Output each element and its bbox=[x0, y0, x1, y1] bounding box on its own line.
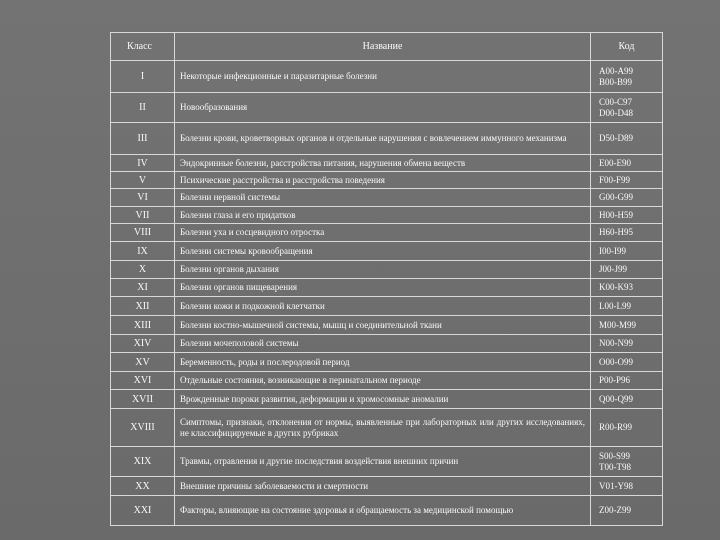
name-cell: Болезни уха и сосцевидного отростка bbox=[175, 224, 591, 242]
table-row bbox=[111, 224, 663, 242]
name-cell: Новообразования bbox=[175, 93, 591, 123]
code-range: E00-E90 bbox=[599, 157, 631, 168]
code-cell bbox=[591, 61, 663, 93]
name-cell: Болезни нервной системы bbox=[175, 189, 591, 207]
code-range: V01-Y98 bbox=[599, 480, 633, 491]
class-cell: V bbox=[111, 172, 175, 189]
name-cell: Внешние причины заболеваемости и смертности bbox=[175, 477, 591, 496]
class-cell: XI bbox=[111, 279, 175, 297]
table-row bbox=[111, 172, 663, 189]
code-cell bbox=[591, 207, 663, 224]
class-cell: XVI bbox=[111, 372, 175, 390]
code-range: R00-R99 bbox=[599, 422, 633, 432]
code-cell bbox=[591, 372, 663, 390]
class-cell: XIV bbox=[111, 335, 175, 353]
name-cell: Болезни глаза и его придатков bbox=[175, 207, 591, 224]
code-cell bbox=[591, 279, 663, 297]
class-cell: IX bbox=[111, 242, 175, 261]
table-row bbox=[111, 242, 663, 261]
code-range: D50-D89 bbox=[599, 133, 633, 143]
code-range: F00-F99 bbox=[599, 174, 631, 185]
table-row bbox=[111, 93, 663, 123]
table-row bbox=[111, 390, 663, 409]
class-cell: XII bbox=[111, 297, 175, 316]
table-row bbox=[111, 409, 663, 447]
code-cell bbox=[591, 477, 663, 496]
code-range: T00-T98 bbox=[599, 461, 631, 472]
table-row bbox=[111, 372, 663, 390]
code-cell bbox=[591, 155, 663, 172]
name-cell: Болезни органов дыхания bbox=[175, 261, 591, 279]
code-cell bbox=[591, 316, 663, 335]
code-range: A00-A99 bbox=[599, 65, 633, 76]
name-cell: Отдельные состояния, возникающие в перинатальном периоде bbox=[175, 372, 591, 390]
table-row bbox=[111, 189, 663, 207]
name-cell: Болезни органов пищеварения bbox=[175, 279, 591, 297]
code-range: Z00-Z99 bbox=[599, 505, 631, 515]
class-cell: VIII bbox=[111, 224, 175, 242]
table-header-row bbox=[111, 33, 663, 61]
name-cell: Врожденные пороки развития, деформации и хромосомные аномалии bbox=[175, 390, 591, 409]
class-cell: XVII bbox=[111, 390, 175, 409]
table-row bbox=[111, 279, 663, 297]
code-range: H60-H95 bbox=[599, 227, 633, 237]
code-range: D00-D48 bbox=[599, 107, 633, 118]
class-cell: VI bbox=[111, 189, 175, 207]
code-cell bbox=[591, 297, 663, 316]
code-cell bbox=[591, 189, 663, 207]
code-range: Q00-Q99 bbox=[599, 393, 633, 404]
table-row bbox=[111, 123, 663, 155]
code-cell bbox=[591, 261, 663, 279]
code-range: S00-S99 bbox=[599, 450, 631, 461]
table-row bbox=[111, 207, 663, 224]
name-cell: Болезни кожи и подкожной клетчатки bbox=[175, 297, 591, 316]
table-body bbox=[111, 61, 663, 526]
class-cell: XIX bbox=[111, 447, 175, 477]
name-cell: Болезни мочеполовой системы bbox=[175, 335, 591, 353]
code-range: H00-H59 bbox=[599, 209, 633, 220]
name-cell: Психические расстройства и расстройства поведения bbox=[175, 172, 591, 189]
code-cell bbox=[591, 335, 663, 353]
class-cell: X bbox=[111, 261, 175, 279]
table-row bbox=[111, 335, 663, 353]
name-cell: Болезни костно-мышечной системы, мышц и соединительной ткани bbox=[175, 316, 591, 335]
code-cell bbox=[591, 409, 663, 447]
class-cell: I bbox=[111, 61, 175, 93]
class-cell: II bbox=[111, 93, 175, 123]
name-cell: Некоторые инфекционные и паразитарные болезни bbox=[175, 61, 591, 93]
code-range: K00-K93 bbox=[599, 282, 633, 292]
name-cell: Симптомы, признаки, отклонения от нормы, выявленные при лабораторных или других исследованиях, не классифицируемые в других рубриках bbox=[175, 409, 591, 447]
code-range: P00-P96 bbox=[599, 375, 631, 385]
header-code: Код bbox=[591, 33, 663, 61]
class-cell: VII bbox=[111, 207, 175, 224]
table-row bbox=[111, 447, 663, 477]
table-row bbox=[111, 477, 663, 496]
class-cell: XVIII bbox=[111, 409, 175, 447]
name-cell: Болезни крови, кроветворных органов и отдельные нарушения с вовлечением иммунного механизма bbox=[175, 123, 591, 155]
code-range: M00-M99 bbox=[599, 319, 637, 330]
code-cell bbox=[591, 353, 663, 372]
code-range: L00-L99 bbox=[599, 300, 631, 311]
code-range: B00-B99 bbox=[599, 76, 633, 87]
header-name: Название bbox=[175, 33, 591, 61]
icd-classes-table bbox=[110, 32, 663, 526]
class-cell: IV bbox=[111, 155, 175, 172]
code-range: N00-N99 bbox=[599, 338, 633, 348]
name-cell: Травмы, отравления и другие последствия воздействия внешних причин bbox=[175, 447, 591, 477]
code-range: I00-I99 bbox=[599, 245, 626, 256]
table-row bbox=[111, 496, 663, 526]
code-cell bbox=[591, 172, 663, 189]
class-cell: XX bbox=[111, 477, 175, 496]
name-cell: Беременность, роды и послеродовой период bbox=[175, 353, 591, 372]
code-range: O00-O99 bbox=[599, 356, 633, 367]
code-cell bbox=[591, 93, 663, 123]
name-cell: Болезни системы кровообращения bbox=[175, 242, 591, 261]
code-range: C00-C97 bbox=[599, 96, 633, 107]
class-cell: XV bbox=[111, 353, 175, 372]
class-cell: III bbox=[111, 123, 175, 155]
table-row bbox=[111, 353, 663, 372]
code-cell bbox=[591, 123, 663, 155]
name-cell: Факторы, влияющие на состояние здоровья и обращаемость за медицинской помощью bbox=[175, 496, 591, 526]
code-cell bbox=[591, 242, 663, 261]
code-cell bbox=[591, 390, 663, 409]
table-row bbox=[111, 155, 663, 172]
name-cell: Эндокринные болезни, расстройства питания, нарушения обмена веществ bbox=[175, 155, 591, 172]
class-cell: XIII bbox=[111, 316, 175, 335]
table-row bbox=[111, 297, 663, 316]
code-range: J00-J99 bbox=[599, 264, 628, 274]
code-cell bbox=[591, 496, 663, 526]
table-row bbox=[111, 61, 663, 93]
header-class: Класс bbox=[111, 33, 175, 61]
class-cell: XXI bbox=[111, 496, 175, 526]
code-range: G00-G99 bbox=[599, 192, 633, 202]
code-cell bbox=[591, 224, 663, 242]
code-cell bbox=[591, 447, 663, 477]
table-row bbox=[111, 261, 663, 279]
table-row bbox=[111, 316, 663, 335]
